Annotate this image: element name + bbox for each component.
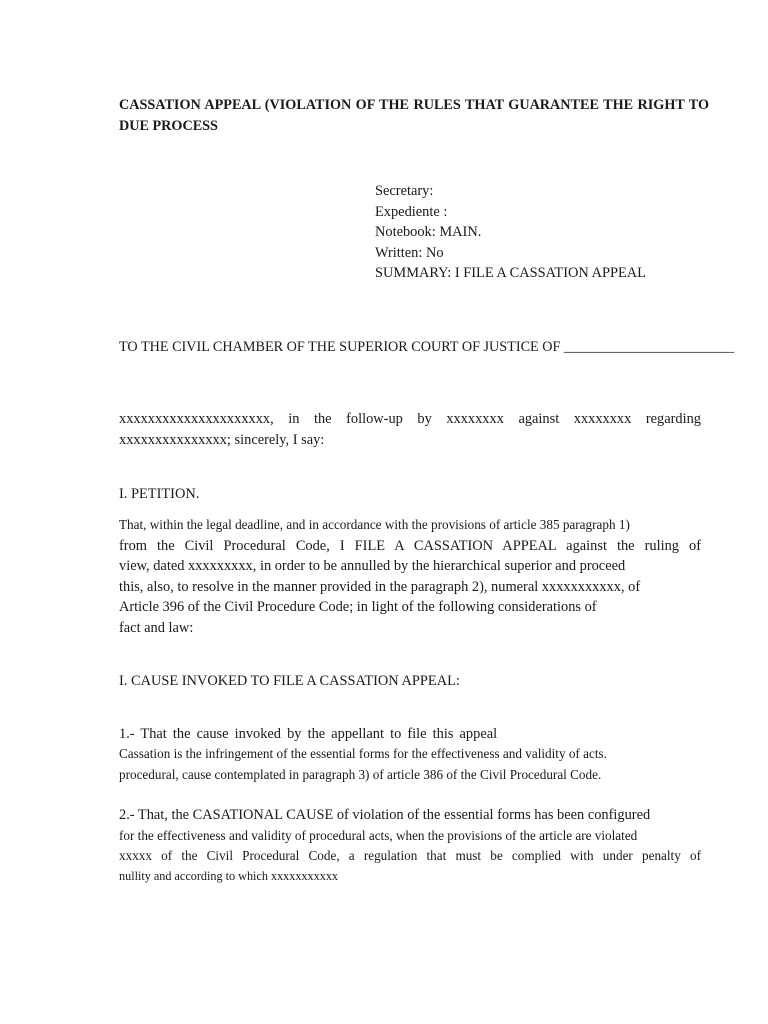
- petition-heading: I. PETITION.: [119, 486, 200, 502]
- cause-item-1-line: Cassation is the infringement of the essential forms for the effectiveness and validity of acts.: [119, 746, 607, 761]
- cause-item-1-line: procedural, cause contemplated in paragraph 3) of article 386 of the Civil Procedural Code.: [119, 767, 602, 782]
- document-title: CASSATION APPEAL (VIOLATION OF THE RULES THAT GUARANTEE THE RIGHT TO DUE PROCESS: [119, 97, 709, 134]
- cause-item-1-line: 1.- That the cause invoked by the appellant to file this appeal: [119, 726, 498, 742]
- cause-heading: I. CAUSE INVOKED TO FILE A CASSATION APPEAL:: [119, 673, 460, 689]
- petition-line: this, also, to resolve in the manner provided in the paragraph 2), numeral xxxxxxxxxxx, of: [119, 579, 641, 595]
- petition-line: from the Civil Procedural Code, I FILE A CASSATION APPEAL against the ruling of: [119, 538, 701, 554]
- intro-paragraph: xxxxxxxxxxxxxxxxxxxxx, in the follow-up by xxxxxxxx against xxxxxxxx regarding xxxxxxxxxxxxxxx; sincerely, I say:: [119, 411, 701, 448]
- expediente-field: Expediente :: [375, 203, 448, 220]
- summary-field: SUMMARY: I FILE A CASSATION APPEAL: [375, 265, 646, 281]
- petition-line: fact and law:: [119, 620, 194, 636]
- written-field: Written: No: [375, 244, 444, 261]
- petition-line: view, dated xxxxxxxxx, in order to be annulled by the hierarchical superior and proceed: [119, 558, 626, 574]
- case-header-block: [375, 181, 646, 284]
- petition-line: That, within the legal deadline, and in accordance with the provisions of article 385 paragraph 1): [119, 517, 630, 532]
- cause-item-2-line: xxxxx of the Civil Procedural Code, a regulation that must be complied with under penalty of: [119, 848, 701, 863]
- cause-item-2-line: 2.- That, the CASATIONAL CAUSE of violation of the essential forms has been configured: [119, 807, 651, 823]
- cause-item-2-line: nullity and according to which xxxxxxxxxxx: [119, 869, 339, 883]
- addressee-line: TO THE CIVIL CHAMBER OF THE SUPERIOR COURT OF JUSTICE OF ________________________: [119, 339, 735, 355]
- cause-item-2-line: for the effectiveness and validity of procedural acts, when the provisions of the article are violated: [119, 828, 638, 843]
- secretary-field: Secretary:: [375, 183, 434, 199]
- notebook-field: Notebook: MAIN.: [375, 224, 482, 240]
- petition-line: Article 396 of the Civil Procedure Code; in light of the following considerations of: [119, 599, 597, 615]
